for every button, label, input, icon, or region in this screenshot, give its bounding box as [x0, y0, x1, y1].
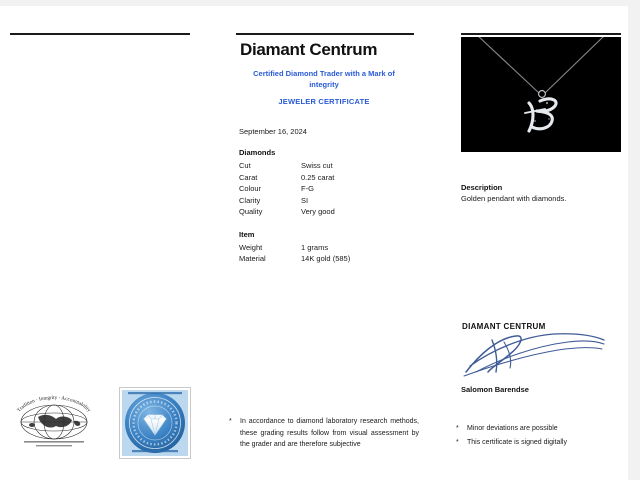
pendant-photo-illustration [461, 37, 621, 152]
disclaimer-center [229, 416, 419, 451]
table-row [239, 253, 416, 265]
signatory-name: Salomon Barendse [461, 385, 529, 394]
header-rule-left [10, 33, 190, 35]
globe-emblem-icon [8, 395, 100, 451]
spec-label: Cut [239, 161, 251, 170]
header-rule-right [461, 33, 621, 35]
item-heading: Item [239, 229, 255, 239]
signature-company: DIAMANT CENTRUM [462, 322, 546, 331]
table-row [239, 206, 416, 218]
header-rule-center [236, 33, 414, 35]
description-heading: Description [461, 183, 503, 192]
asterisk-icon: * [456, 425, 459, 432]
spec-value: Swiss cut [301, 161, 333, 170]
note-item [456, 436, 626, 449]
note-item [456, 422, 626, 435]
spec-value: 14K gold (585) [301, 254, 351, 263]
spec-label: Weight [239, 242, 263, 252]
certificate-type-label: JEWELER CERTIFICATE [278, 97, 370, 106]
world-map-emblem [8, 395, 100, 451]
note-text: Minor deviations are possible [467, 425, 558, 432]
spec-value: Very good [301, 207, 335, 216]
table-row [239, 183, 416, 195]
page-title: Diamant Centrum [240, 40, 378, 59]
spec-label: Carat [239, 172, 258, 182]
spec-label: Quality [239, 207, 263, 216]
note-text: In accordance to diamond laboratory research methods, these grading results follow from visual assessment by the grader and are therefore subjective [240, 418, 419, 448]
asterisk-icon: * [229, 418, 232, 425]
handwritten-signature-icon [458, 328, 608, 380]
tagline: Certified Diamond Trader with a Mark of integrity [253, 69, 395, 89]
item-section [239, 230, 416, 265]
spec-value: F-G [301, 184, 314, 193]
table-row [239, 160, 416, 172]
spec-value: 0.25 carat [301, 172, 335, 182]
table-row [239, 242, 416, 254]
diamonds-heading: Diamonds [239, 148, 276, 157]
table-row [239, 172, 416, 184]
description-text: Golden pendant with diamonds. [461, 194, 567, 203]
certificate-body [236, 37, 416, 265]
spec-label: Colour [239, 184, 262, 193]
blue-diamond-seal [119, 387, 191, 459]
spec-value: 1 grams [301, 242, 329, 252]
spec-label: Clarity [239, 195, 261, 205]
asterisk-icon: * [456, 439, 459, 446]
spec-value: SI [301, 195, 309, 205]
emblem-motto: Tradition · Integrity · Accountability [16, 395, 92, 414]
diamonds-section [239, 148, 416, 218]
table-row [239, 195, 416, 207]
disclaimer-right [456, 422, 626, 449]
note-item [229, 416, 419, 451]
product-photo [461, 37, 621, 152]
certificate-page [0, 6, 628, 480]
spec-label: Material [239, 254, 266, 263]
note-text: This certificate is signed digitally [467, 439, 567, 446]
svg-text:Tradition · Integrity · Accoun [16, 395, 92, 414]
diamond-seal-icon [122, 390, 188, 456]
issue-date: September 16, 2024 [239, 127, 307, 136]
signature-mark [458, 328, 608, 380]
